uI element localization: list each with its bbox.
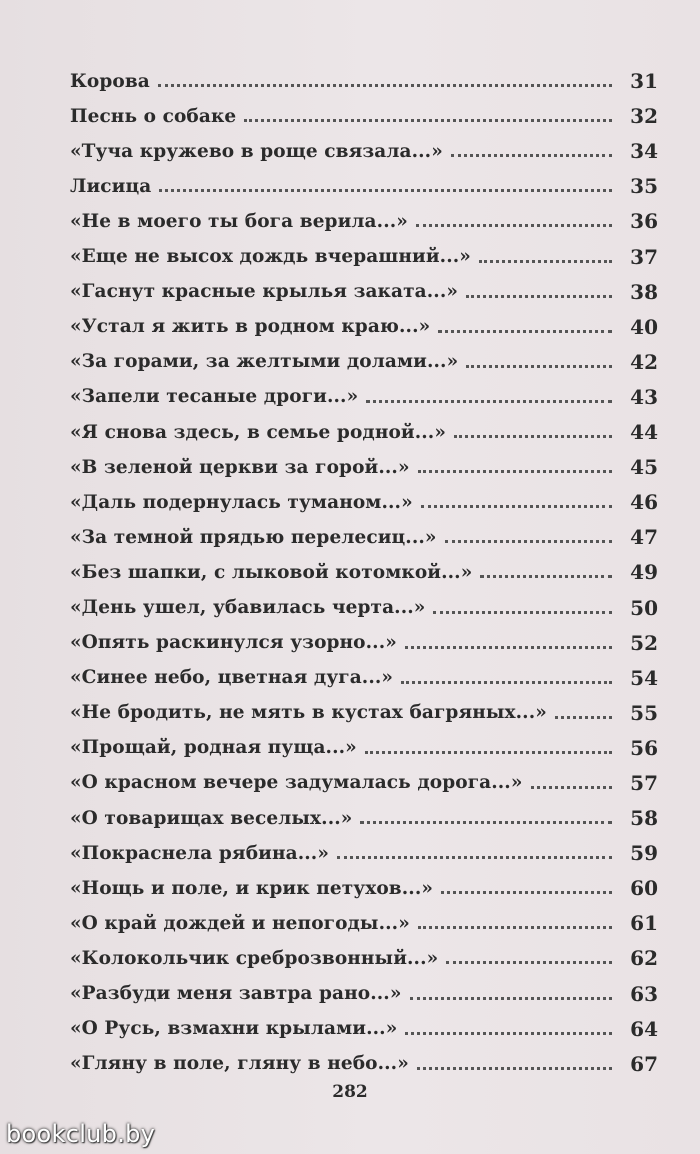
dot-leader [446,961,612,964]
toc-entry [70,442,658,480]
toc-entry [70,863,658,901]
toc-entry-page: 34 [630,139,658,164]
toc-entry [70,161,658,199]
dot-leader [466,365,612,368]
toc-entry-title: «О красном вечере задумалась дорога...» [70,772,523,794]
watermark-logo: bookclub.by [6,1120,156,1148]
toc-entry [70,1004,658,1039]
toc-entry-page: 40 [630,314,658,339]
toc-entry [70,231,658,269]
toc-entry-page: 38 [630,279,658,304]
dot-leader [159,189,612,192]
dot-leader [418,470,612,473]
dot-leader [405,1032,612,1035]
toc-entry [70,828,658,866]
toc-entry-page: 61 [630,911,658,936]
toc-entry-title: «Покраснела рябина...» [70,842,329,864]
toc-entry-title: «Прощай, родная пуща...» [70,737,357,759]
toc-entry-title: «За темной прядью перелесиц...» [70,526,437,548]
toc-entry [70,126,658,164]
toc-entry [70,968,658,1006]
toc-entry [70,477,658,515]
dot-leader [451,154,612,157]
toc-entry-page: 49 [630,560,658,585]
toc-entry [70,582,658,620]
toc-entry-page: 54 [630,665,658,690]
toc-entry [70,1039,658,1074]
toc-entry-page: 58 [630,806,658,831]
dot-leader [531,786,612,789]
dot-leader [417,1067,612,1070]
dot-leader [365,751,612,754]
toc-entry [70,196,658,234]
toc-entry-title: Лисица [70,175,152,197]
toc-entry-page: 44 [630,420,658,445]
dot-leader [366,400,612,403]
toc-entry [70,407,658,445]
toc-entry [70,547,658,585]
dot-leader [244,119,612,122]
toc-entry-page: 60 [630,876,658,901]
toc-entry-title: «Туча кружево в роще связала...» [70,140,443,162]
toc-entry-title: «Гляну в поле, гляну в небо...» [70,1053,409,1075]
table-of-contents [70,56,658,1074]
toc-entry-page: 31 [630,69,658,94]
toc-entry [70,56,658,94]
toc-entry-title: «Разбуди меня завтра рано...» [70,983,402,1005]
dot-leader [410,997,613,1000]
dot-leader [480,575,612,578]
dot-leader [418,926,612,929]
toc-entry-title: «О Русь, взмахни крылами...» [70,1018,398,1040]
toc-entry [70,723,658,758]
toc-entry-title: «Не в моего ты бога верила...» [70,210,408,232]
toc-entry [70,337,658,372]
dot-leader [401,681,612,684]
toc-entry-title: «Я снова здесь, в семье родной...» [70,421,447,443]
toc-entry-page: 45 [630,455,658,480]
page-number: 282 [332,1082,368,1102]
toc-entry-title: «Даль подернулась туманом...» [70,491,413,513]
dot-leader [479,260,612,263]
toc-entry-title: «Гаснут красные крылья заката...» [70,281,459,303]
toc-entry-page: 55 [630,700,658,725]
toc-entry-title: «За горами, за желтыми долами...» [70,351,459,373]
toc-entry-title: «Опять раскинулся узорно...» [70,632,397,654]
toc-entry-page: 50 [630,595,658,620]
toc-entry-page: 62 [630,946,658,971]
toc-entry-page: 46 [630,490,658,515]
toc-entry-page: 56 [630,735,658,760]
dot-leader [421,505,612,508]
toc-entry [70,267,658,302]
toc-entry-title: «День ушел, убавилась черта...» [70,597,426,618]
toc-entry-title: «Запели тесаные дроги...» [70,386,359,408]
dot-leader [454,435,612,438]
toc-entry-title: «Не бродить, не мять в кустах багряных...» [70,702,547,724]
toc-entry [70,372,658,407]
toc-entry-title: «Нощь и поле, и крик петухов...» [70,877,434,899]
toc-entry-page: 57 [630,770,658,795]
toc-entry [70,688,658,723]
dot-leader [405,646,612,649]
dot-leader [416,224,612,227]
dot-leader [466,295,612,298]
toc-entry [70,91,658,129]
toc-entry-page: 32 [630,104,658,129]
dot-leader [438,330,612,333]
toc-entry [70,933,658,971]
toc-entry [70,793,658,831]
toc-entry-title: «Синее небо, цветная дуга...» [70,667,394,689]
toc-entry [70,618,658,653]
toc-entry [70,898,658,936]
dot-leader [158,84,612,87]
dot-leader [555,716,612,719]
toc-entry-page: 37 [630,244,658,269]
toc-entry-page: 36 [630,209,658,234]
toc-entry-title: «В зеленой церкви за горой...» [70,456,410,478]
toc-entry-page: 64 [630,1016,658,1041]
toc-entry-title: «О товарищах веселых...» [70,807,353,829]
dot-leader [445,540,612,543]
dot-leader [441,891,612,894]
dot-leader [433,611,612,614]
toc-entry-page: 47 [630,525,658,550]
toc-entry [70,758,658,793]
toc-entry [70,512,658,550]
toc-entry-page: 42 [630,349,658,374]
toc-entry-title: «Без шапки, с лыковой котомкой...» [70,561,473,583]
toc-entry-title: «Колокольчик среброзвонный...» [70,947,439,969]
toc-entry-title: «Еще не высох дождь вчерашний...» [70,246,471,268]
toc-entry-page: 67 [630,1051,658,1076]
toc-entry-title: «Устал я жить в родном краю...» [70,316,431,338]
toc-entry-page: 63 [630,981,658,1006]
toc-entry-title: Песнь о собаке [70,105,237,127]
toc-entry [70,653,658,688]
toc-entry-title: «О край дождей и непогоды...» [70,912,410,934]
dot-leader [337,856,612,859]
dot-leader [360,821,612,824]
toc-entry-page: 35 [630,174,658,199]
toc-entry-page: 43 [630,384,658,409]
toc-entry-page: 59 [630,841,658,866]
toc-entry [70,302,658,337]
toc-entry-title: Корова [70,70,150,92]
toc-entry-page: 52 [630,630,658,655]
